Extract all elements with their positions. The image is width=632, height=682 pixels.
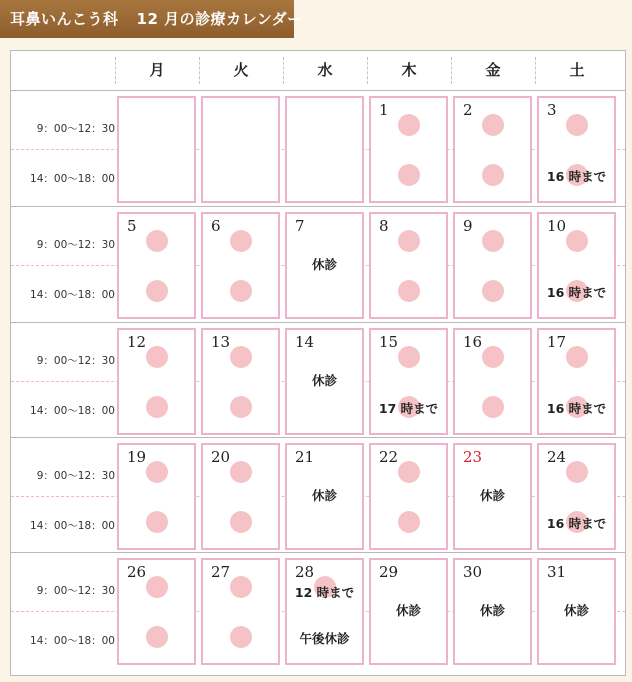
afternoon-hours-label: 14：00～18：00 [30,635,115,647]
morning-hours-label: 9：00～12：30 [36,239,115,251]
afternoon-open-dot [230,626,252,648]
schedule-note: 16 時まで [546,169,607,184]
day-cell [453,443,532,550]
day-cell [537,443,616,550]
date-number: 29 [379,563,399,581]
afternoon-hours-label: 14：00～18：00 [30,405,115,417]
day-cell [369,443,448,550]
date-number: 17 [547,333,567,351]
morning-hours-label: 9：00～12：30 [36,470,115,482]
date-number: 7 [295,217,305,235]
afternoon-hours-label: 14：00～18：00 [30,520,115,532]
date-number: 23 [463,448,483,466]
week-row [11,553,625,668]
morning-open-dot [482,230,504,252]
schedule-note: 12 時まで [294,585,355,600]
afternoon-open-dot [146,511,168,533]
afternoon-open-dot [398,511,420,533]
date-number: 9 [463,217,473,235]
schedule-note: 休診 [395,603,421,618]
date-number: 22 [379,448,399,466]
schedule-note: 16 時まで [546,401,607,416]
date-number: 30 [463,563,483,581]
morning-open-dot [398,230,420,252]
calendar-grid [10,50,626,676]
clinic-name: 耳鼻いんこう科 [10,10,119,28]
week-row [11,438,625,553]
afternoon-open-dot [482,164,504,186]
afternoon-open-dot [230,396,252,418]
schedule-note-afternoon: 午後休診 [299,631,350,646]
schedule-note: 休診 [479,488,505,503]
day-cell [285,558,364,665]
afternoon-hours-label: 14：00～18：00 [30,173,115,185]
day-cell [201,328,280,435]
date-number: 27 [211,563,231,581]
weekday-label: 土 [569,61,585,79]
morning-hours-label: 9：00～12：30 [36,123,115,135]
day-cell [453,212,532,319]
date-number: 21 [295,448,315,466]
morning-open-dot [566,114,588,136]
schedule-note: 休診 [311,257,337,272]
afternoon-hours-label: 14：00～18：00 [30,289,115,301]
weekday-header [11,51,625,91]
schedule-note: 休診 [311,488,337,503]
week-row [11,207,625,322]
morning-hours-label: 9：00～12：30 [36,585,115,597]
morning-open-dot [398,114,420,136]
date-number: 28 [295,563,315,581]
weekday-label: 金 [485,61,501,79]
day-cell [201,212,280,319]
date-number: 16 [463,333,483,351]
date-number: 2 [463,101,473,119]
day-cell [369,96,448,203]
afternoon-open-dot [230,280,252,302]
day-cell [285,96,364,203]
afternoon-open-dot [230,511,252,533]
date-number: 31 [547,563,567,581]
afternoon-open-dot [482,280,504,302]
date-number: 12 [127,333,147,351]
day-cell [453,328,532,435]
afternoon-open-dot [146,280,168,302]
morning-open-dot [398,461,420,483]
schedule-note: 16 時まで [546,516,607,531]
afternoon-open-dot [398,280,420,302]
weekday-label: 木 [401,61,417,79]
day-cell [117,443,196,550]
weekday-label: 水 [317,61,333,79]
day-cell [453,96,532,203]
afternoon-open-dot [482,396,504,418]
morning-open-dot [146,576,168,598]
morning-open-dot [146,346,168,368]
afternoon-open-dot [146,396,168,418]
day-cell [285,443,364,550]
morning-open-dot [230,230,252,252]
day-cell [117,328,196,435]
day-cell [537,328,616,435]
date-number: 8 [379,217,389,235]
afternoon-open-dot [398,164,420,186]
schedule-note: 休診 [479,603,505,618]
day-cell [369,328,448,435]
date-number: 3 [547,101,557,119]
day-cell [453,558,532,665]
morning-open-dot [566,346,588,368]
day-cell [117,212,196,319]
morning-open-dot [482,346,504,368]
morning-open-dot [146,230,168,252]
day-cell [201,558,280,665]
afternoon-open-dot [146,626,168,648]
morning-open-dot [230,346,252,368]
date-number: 1 [379,101,389,119]
date-number: 26 [127,563,147,581]
day-cell [369,558,448,665]
day-cell [285,212,364,319]
date-number: 6 [211,217,221,235]
day-cell [537,212,616,319]
morning-open-dot [482,114,504,136]
date-number: 5 [127,217,137,235]
date-number: 13 [211,333,231,351]
day-cell [201,96,280,203]
morning-open-dot [146,461,168,483]
day-cell [117,96,196,203]
morning-open-dot [230,461,252,483]
schedule-note: 16 時まで [546,285,607,300]
day-cell [285,328,364,435]
morning-hours-label: 9：00～12：30 [36,355,115,367]
schedule-note: 17 時まで [378,401,439,416]
date-number: 24 [547,448,567,466]
day-cell [537,558,616,665]
schedule-note: 休診 [311,373,337,388]
date-number: 14 [295,333,315,351]
date-number: 19 [127,448,147,466]
calendar-title: 12 月の診療カレンダー [136,10,303,28]
morning-open-dot [230,576,252,598]
morning-open-dot [566,230,588,252]
day-cell [201,443,280,550]
week-row [11,323,625,438]
morning-open-dot [566,461,588,483]
morning-open-dot [398,346,420,368]
date-number: 20 [211,448,231,466]
date-number: 15 [379,333,399,351]
weekday-label: 火 [233,61,249,79]
weekday-label: 月 [149,61,165,79]
schedule-note: 休診 [563,603,589,618]
day-cell [117,558,196,665]
calendar-title-bar [0,0,303,38]
day-cell [369,212,448,319]
day-cell [537,96,616,203]
date-number: 10 [547,217,567,235]
week-row [11,91,625,206]
